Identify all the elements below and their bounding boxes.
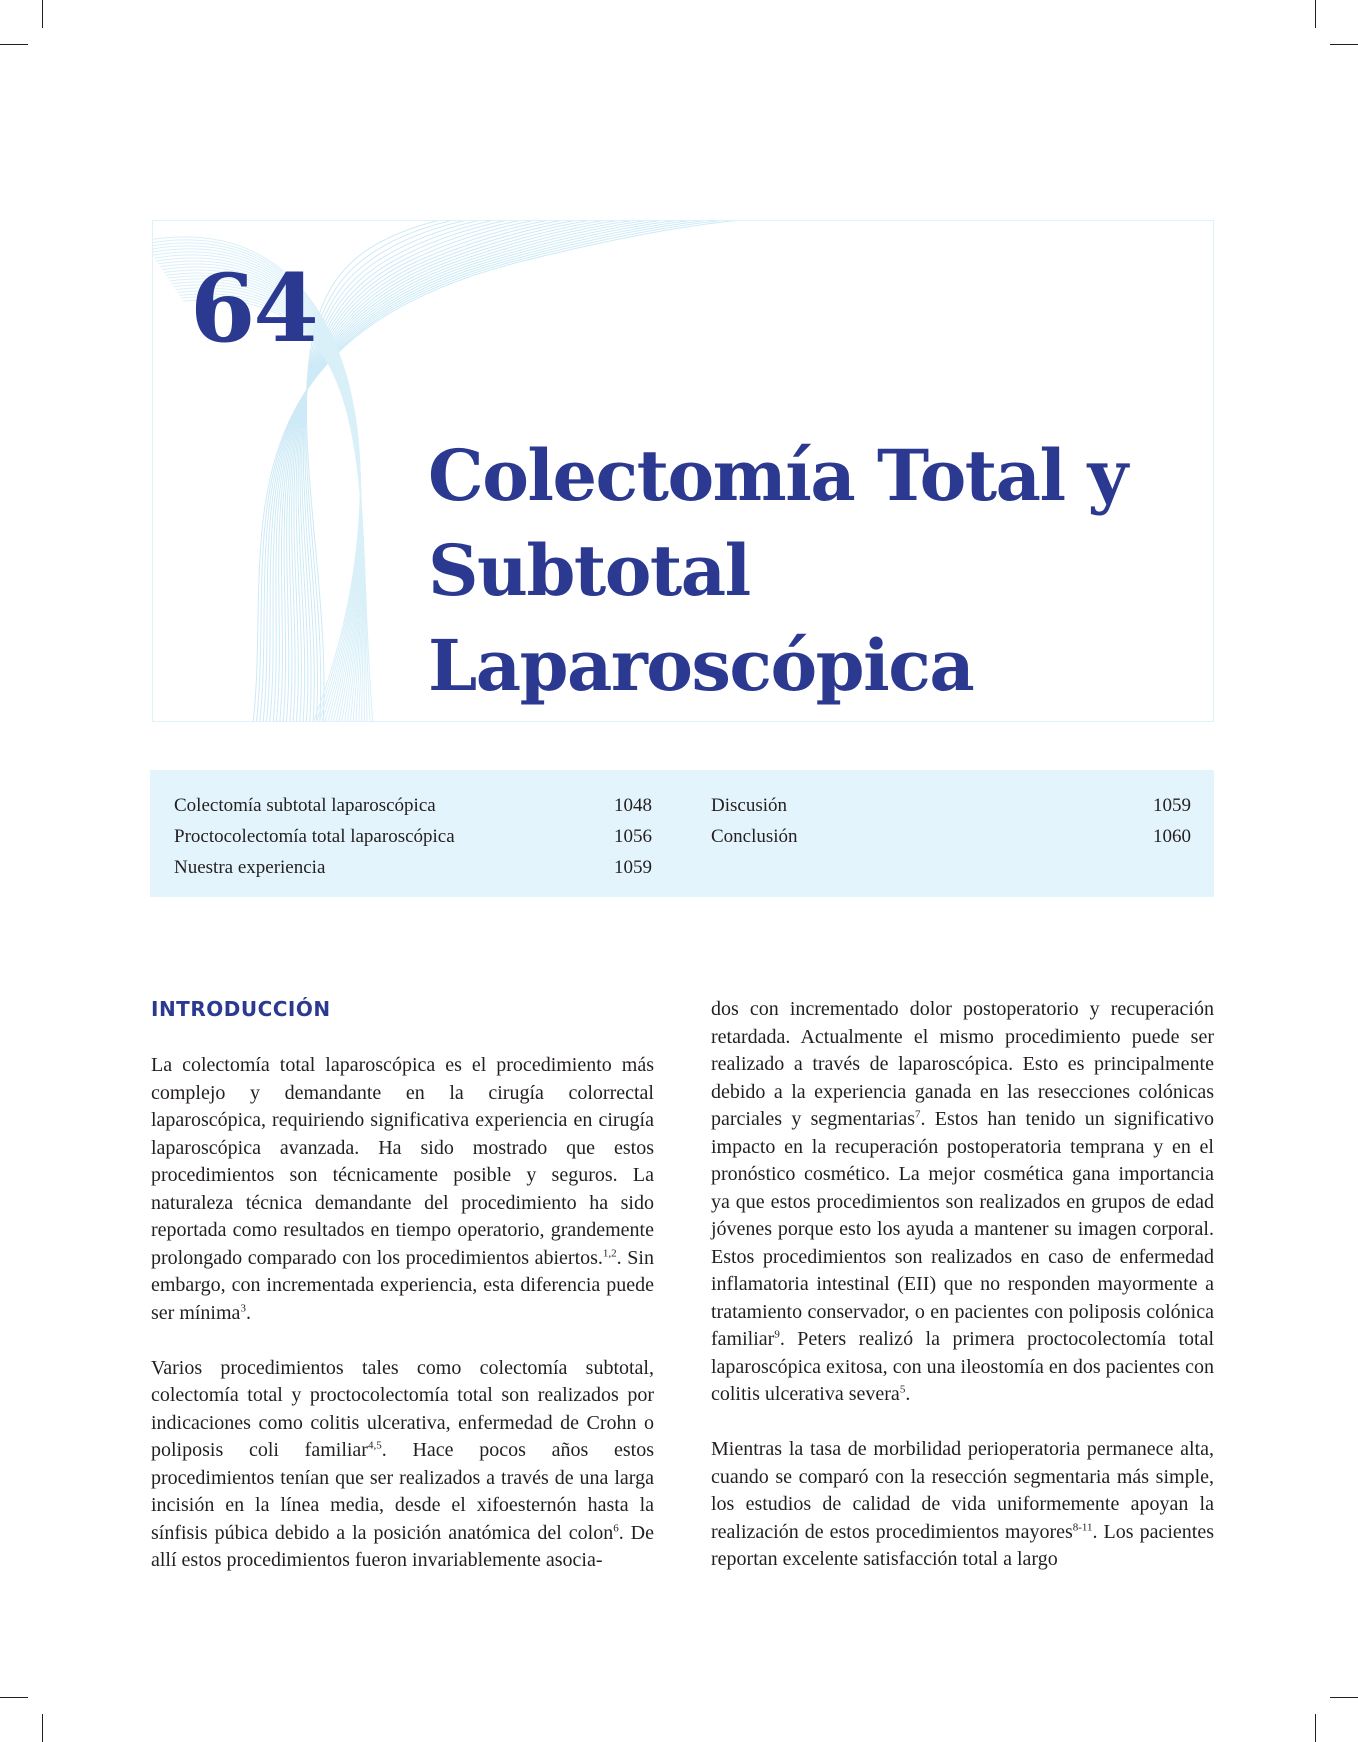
- table-of-contents: [150, 770, 1214, 897]
- text-run: La colectomía total laparoscópica es el procedimiento más complejo y demandante en la cirugía colorrectal laparoscópica, requiriendo significativa experiencia en cirugía laparoscópica avanzada. Ha sido mostrado que estos procedimientos son técnicamente posible y seguros. La naturaleza técnica demandante del procedimiento ha sido reportada como resultados en tiempo operatorio, grandemente prolongado comparado con los procedimientos abiertos.: [151, 1054, 654, 1269]
- citation: 6: [613, 1521, 619, 1534]
- body-column-right: [711, 996, 1214, 1601]
- toc-column-right: [711, 790, 1191, 852]
- text-run: .: [245, 1301, 251, 1324]
- toc-item-label: Discusión: [711, 795, 787, 816]
- toc-item-label: Colectomía subtotal laparoscópica: [174, 795, 436, 816]
- toc-item[interactable]: [174, 790, 652, 821]
- toc-item[interactable]: [711, 790, 1191, 821]
- chapter-title-line: Colectomía Total y: [428, 434, 1127, 517]
- body-paragraph: [711, 996, 1214, 1409]
- toc-column-left: [174, 790, 652, 883]
- body-paragraph: [711, 1436, 1214, 1574]
- toc-item[interactable]: [174, 852, 652, 883]
- citation: 5: [899, 1383, 906, 1396]
- citation: 4,5: [367, 1439, 382, 1452]
- toc-item-page: 1059: [614, 857, 652, 878]
- toc-item-label: Conclusión: [711, 826, 798, 847]
- chapter-title: [428, 428, 1208, 713]
- text-run: Mientras la tasa de morbilidad perioperatoria permanece alta, cuando se comparó con la resección segmentaria más simple, los estudios de calidad de vida uniformemente apoyan la realización de estos procedimientos mayores: [711, 1438, 1214, 1543]
- chapter-title-line: Subtotal Laparoscópica: [428, 529, 974, 707]
- toc-item-page: 1048: [614, 795, 652, 816]
- citation: 1,2: [602, 1246, 617, 1259]
- toc-item-page: 1060: [1153, 826, 1191, 847]
- crop-mark: [1315, 1714, 1316, 1742]
- body-paragraph: [151, 1052, 654, 1327]
- crop-mark: [1315, 0, 1316, 28]
- toc-item[interactable]: [174, 821, 652, 852]
- crop-mark: [1330, 44, 1358, 45]
- citation: 7: [915, 1108, 921, 1121]
- body-paragraph: [151, 1355, 654, 1575]
- crop-mark: [42, 1714, 43, 1742]
- text-run: Varios procedimientos tales como colectomía subtotal, colectomía total y proctocolectomía total son realizados por indicaciones como colitis ulcerativa, enfermedad de Crohn o poliposis coli familiar: [151, 1356, 654, 1461]
- text-run: . Hace pocos años estos procedimientos tenían que ser realizados a través de una larga incisión en la línea media, desde el xifoesternón hasta la sínfisis púbica debido a la posición anatómica del colon$^6$. De allí estos procedimientos fueron invariablemente asocia-: [151, 1439, 654, 1571]
- text-run: dos con incrementado dolor postoperatorio y recuperación retardada. Actualmente el mismo procedimiento puede ser realizado a través de laparoscópica. Esto es principalmente debido a la experiencia ganada en las resecciones colónicas parciales y segmentarias$^7$. Estos han tenido un significativo impacto en la recuperación postoperatoria temprana y en el pronóstico cosmético. La mejor cosmética gana importancia ya que estos procedimientos son realizados en grupos de edad jóvenes porque esto los ayuda a mantener su imagen corporal. Estos procedimientos son realizados en caso de enfermedad inflamatoria intestinal (EII) que no responden mayormente a tratamiento conservador, o en pacientes con poliposis colónica familiar$^9$. Peters realizó la primera proctocolectomía total laparoscópica exitosa, con una ileostomía en dos pacientes con colitis ulcerativa severa$^5$.: [711, 998, 1215, 1405]
- crop-mark: [0, 1697, 28, 1698]
- crop-mark: [1330, 1697, 1358, 1698]
- crop-mark: [42, 0, 43, 28]
- text-run: . Sin embargo, con incrementada experiencia, esta diferencia puede ser mínima: [151, 1246, 654, 1324]
- citation: 8-11: [1072, 1520, 1093, 1533]
- toc-item-page: 1059: [1153, 795, 1191, 816]
- toc-item-page: 1056: [614, 826, 652, 847]
- toc-item-label: Nuestra experiencia: [174, 857, 326, 878]
- toc-item-label: Proctocolectomía total laparoscópica: [174, 826, 455, 847]
- chapter-number: 64: [190, 254, 317, 364]
- body-column-left: [151, 996, 654, 1602]
- toc-item[interactable]: [711, 821, 1191, 852]
- citation: 3: [240, 1301, 246, 1314]
- text-run: . Los pacientes reportan excelente satisfacción total a largo: [711, 1520, 1214, 1570]
- section-heading: INTRODUCCIÓN: [151, 997, 331, 1021]
- crop-mark: [0, 44, 28, 45]
- citation: 9: [774, 1328, 780, 1341]
